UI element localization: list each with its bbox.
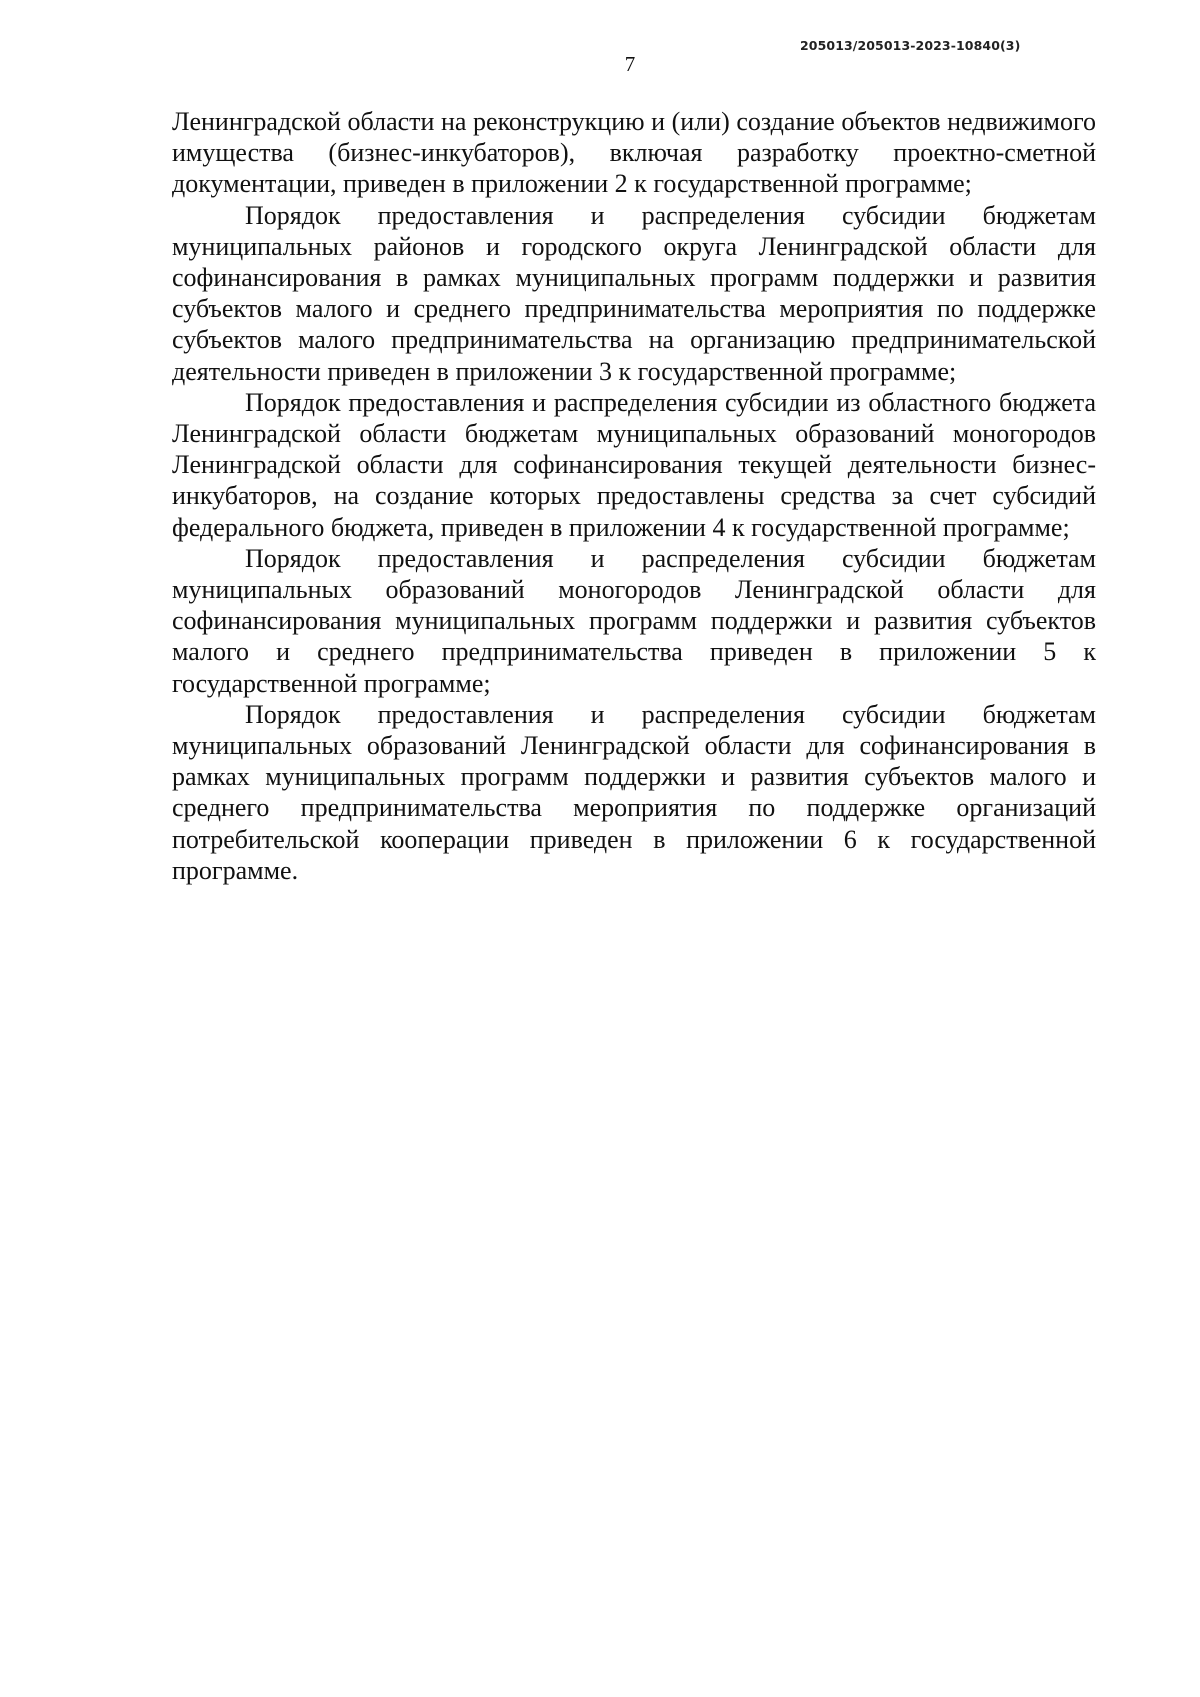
- paragraph-appendix-5: Порядок предоставления и распределения субсидии бюджетам муниципальных образований моногородов Ленинградской области для софинансирования муниципальных программ поддержки и развития субъектов малого и среднего предпринимательства приведен в приложении 5 к государственной программе;: [172, 543, 1096, 698]
- paragraph-continuation: Ленинградской области на реконструкцию и (или) создание объектов недвижимого имущества (бизнес-инкубаторов), включая разработку проектно-сметной документации, приведен в приложении 2 к государственной программе;: [172, 107, 1096, 199]
- page-number: 7: [624, 52, 636, 76]
- paragraph-appendix-6: Порядок предоставления и распределения субсидии бюджетам муниципальных образований Ленинградской области для софинансирования в рамках муниципальных программ поддержки и развития субъектов малого и среднего предпринимательства мероприятия по поддержке организаций потребительской кооперации приведен в приложении 6 к государственной программе.: [172, 699, 1096, 885]
- paragraph-appendix-3: Порядок предоставления и распределения субсидии бюджетам муниципальных районов и городского округа Ленинградской области для софинансирования в рамках муниципальных программ поддержки и развития субъектов малого и среднего предпринимательства мероприятия по поддержке субъектов малого предпринимательства на организацию предпринимательской деятельности приведен в приложении 3 к государственной программе;: [172, 200, 1096, 386]
- document-body: [172, 106, 1096, 886]
- paragraph-appendix-4: Порядок предоставления и распределения субсидии из областного бюджета Ленинградской области бюджетам муниципальных образований моногородов Ленинградской области для софинансирования текущей деятельности бизнес-инкубаторов, на создание которых предоставлены средства за счет субсидий федерального бюджета, приведен в приложении 4 к государственной программе;: [172, 387, 1096, 542]
- document-id: 205013/205013-2023-10840(3): [800, 38, 1021, 53]
